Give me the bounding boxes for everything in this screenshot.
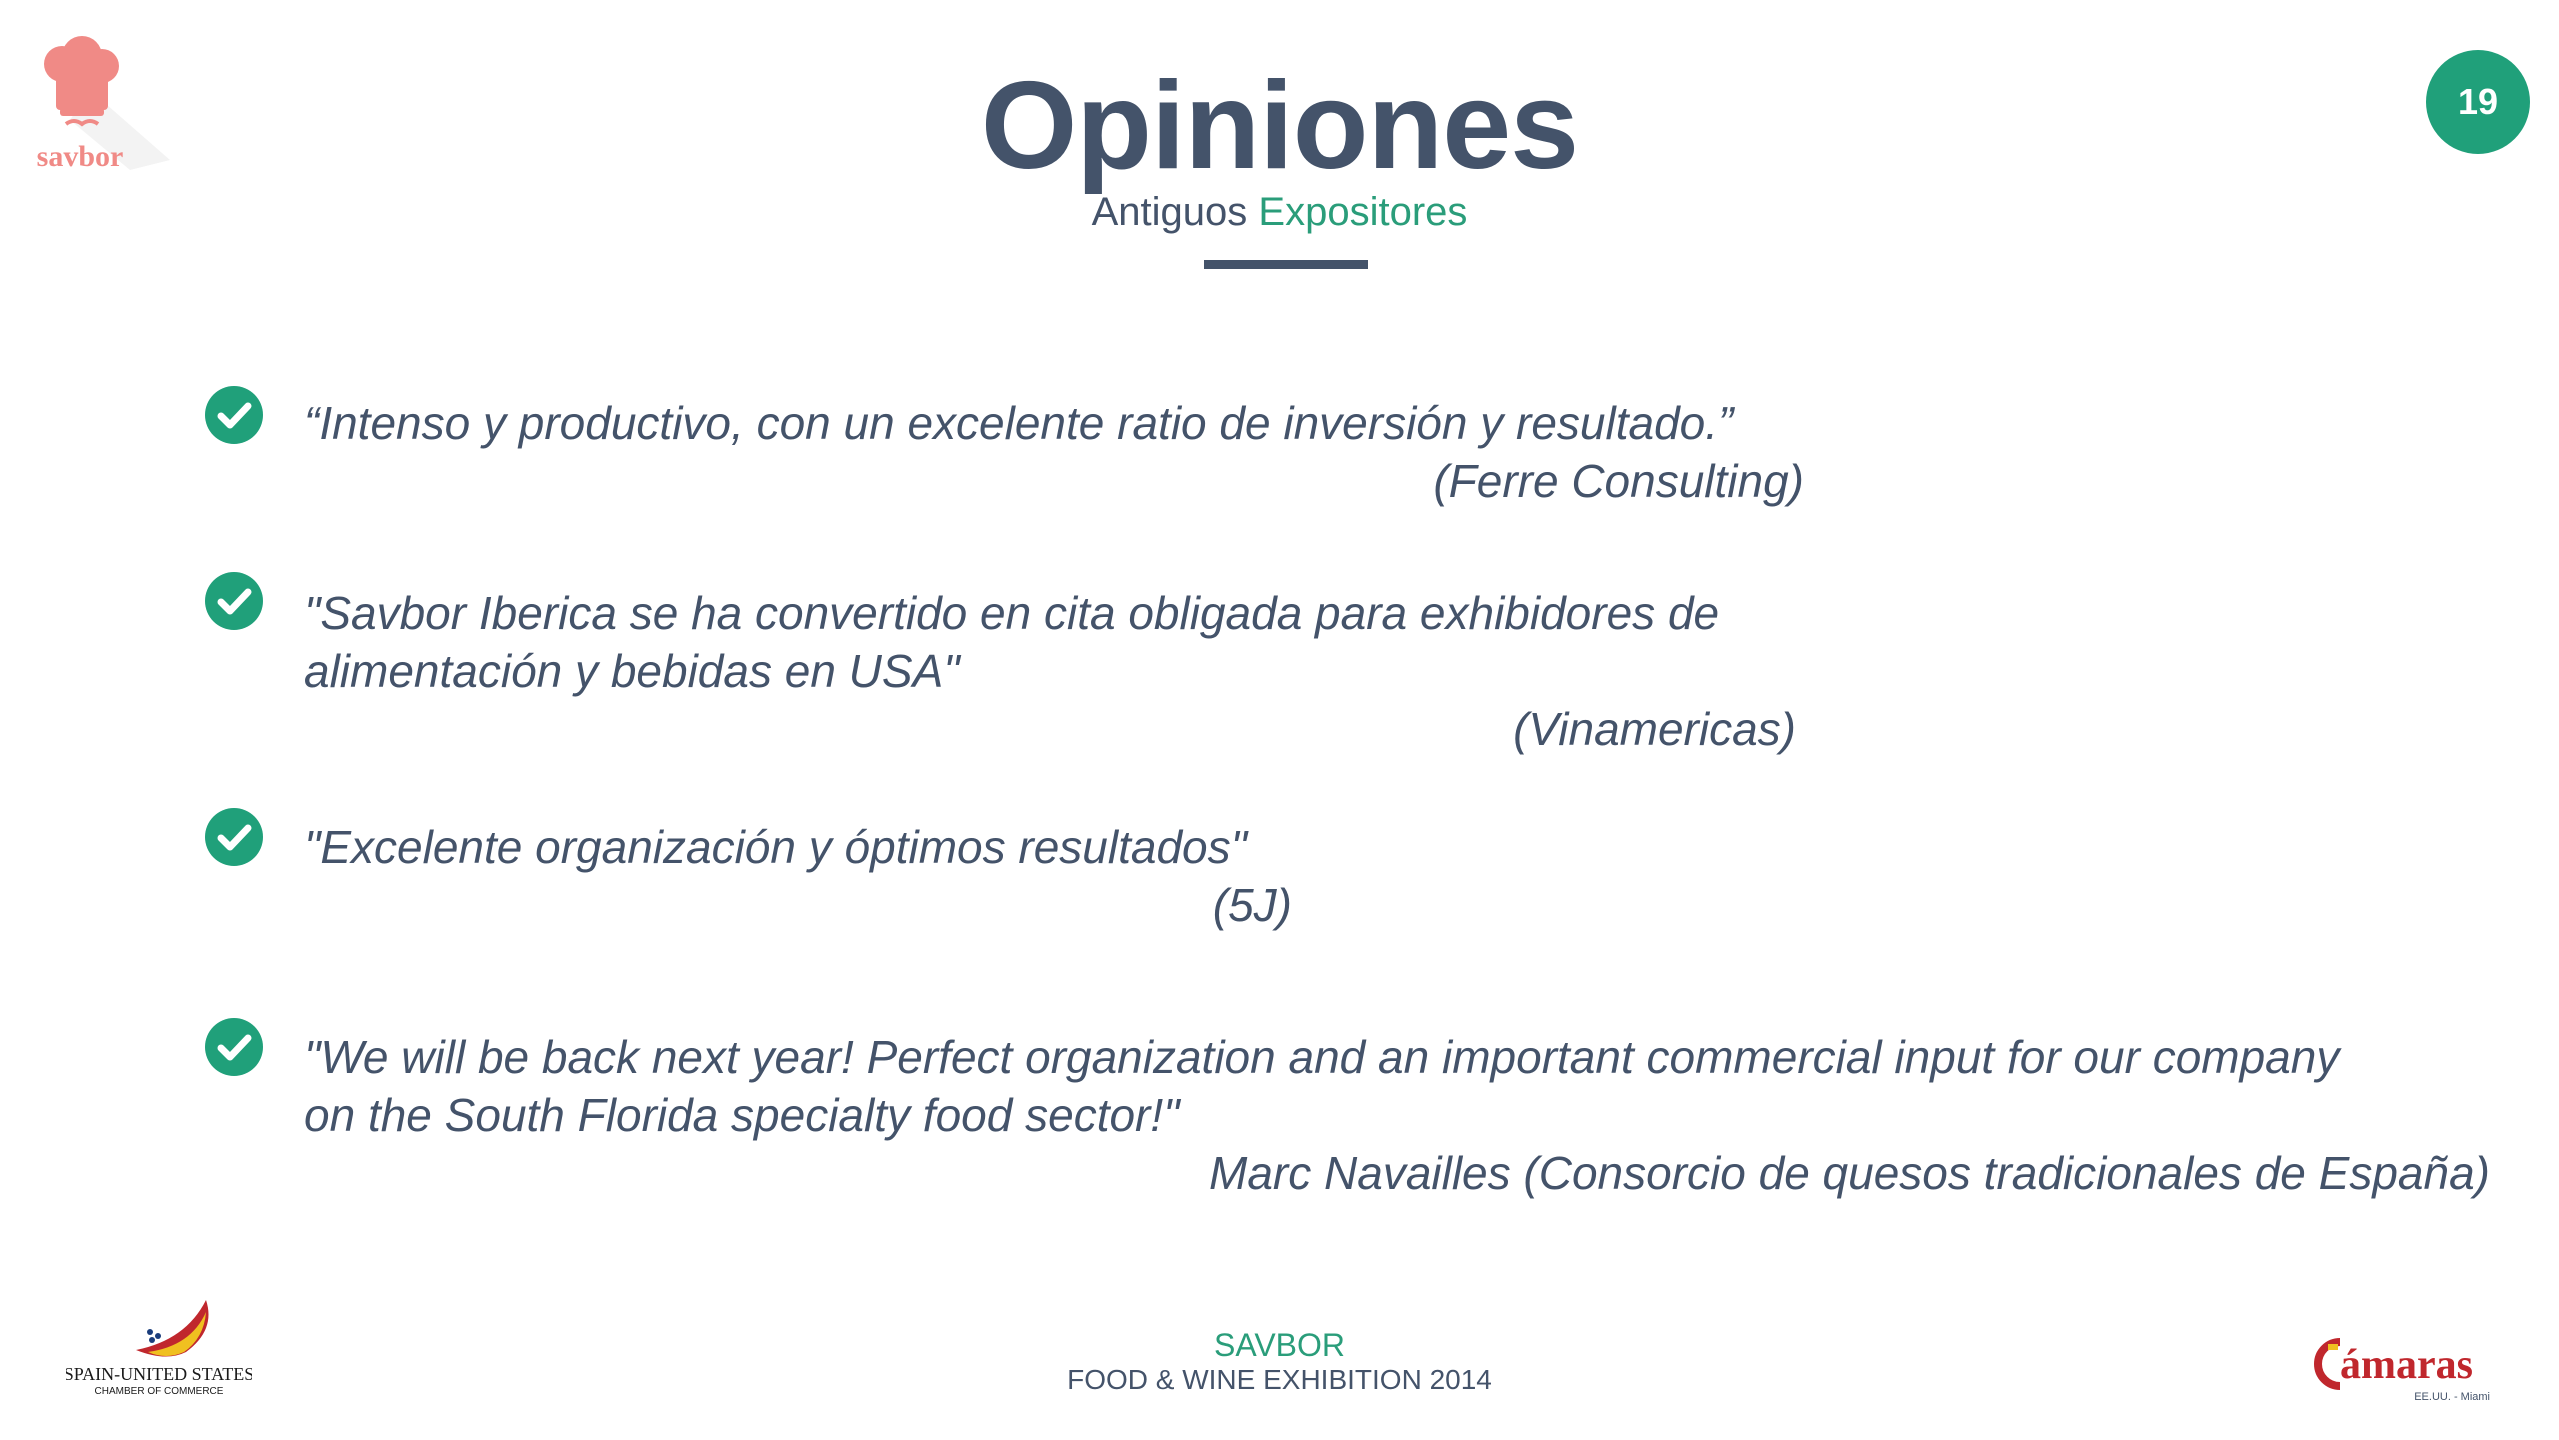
check-circle-icon (205, 1018, 263, 1076)
page-number-badge: 19 (2426, 50, 2530, 154)
opinion-quote-line: on the South Florida specialty food sector!" (304, 1089, 1180, 1141)
camaras-logo-text: ámaras (2340, 1342, 2473, 1388)
savbor-logo-text: savbor (36, 140, 124, 173)
opinion-quote-line: "Savbor Iberica se ha convertido en cita obligada para exhibidores de (304, 587, 1720, 639)
check-circle-icon (205, 572, 263, 630)
footer-brand: SAVBOR (1214, 1327, 1345, 1363)
opinion-author: (Ferre Consulting) (1433, 455, 1804, 507)
opinion-quote-line: "We will be back next year! Perfect organization and an important commercial input for our company (304, 1031, 2340, 1083)
opinion-quote-line: alimentación y bebidas en USA" (304, 645, 960, 697)
subtitle-part1: Antiguos (1091, 190, 1248, 234)
camaras-logo-sub: EE.UU. - Miami (2414, 1391, 2490, 1403)
opinion-quote-line: “Intenso y productivo, con un excelente ratio de inversión y resultado.” (304, 397, 1734, 449)
check-circle-icon (205, 808, 263, 866)
title-underline (1204, 260, 1368, 269)
subtitle-part2: Expositores (1258, 190, 1468, 234)
opinion-author: (Vinamericas) (1513, 703, 1796, 755)
page-title: Opiniones (980, 57, 1579, 195)
chamber-logo-line1: SPAIN-UNITED STATES (66, 1364, 252, 1384)
footer-event: FOOD & WINE EXHIBITION 2014 (1067, 1364, 1492, 1395)
check-circle-icon (205, 386, 263, 444)
page-subtitle (0, 188, 2559, 236)
opinion-author: (5J) (1212, 879, 1292, 931)
chamber-logo-line2: CHAMBER OF COMMERCE (94, 1386, 224, 1397)
camaras-logo (2300, 1330, 2500, 1410)
opinion-author: Marc Navailles (Consorcio de quesos tradicionales de España) (1209, 1147, 2490, 1199)
opinion-quote-line: "Excelente organización y óptimos resultados" (304, 821, 1247, 873)
